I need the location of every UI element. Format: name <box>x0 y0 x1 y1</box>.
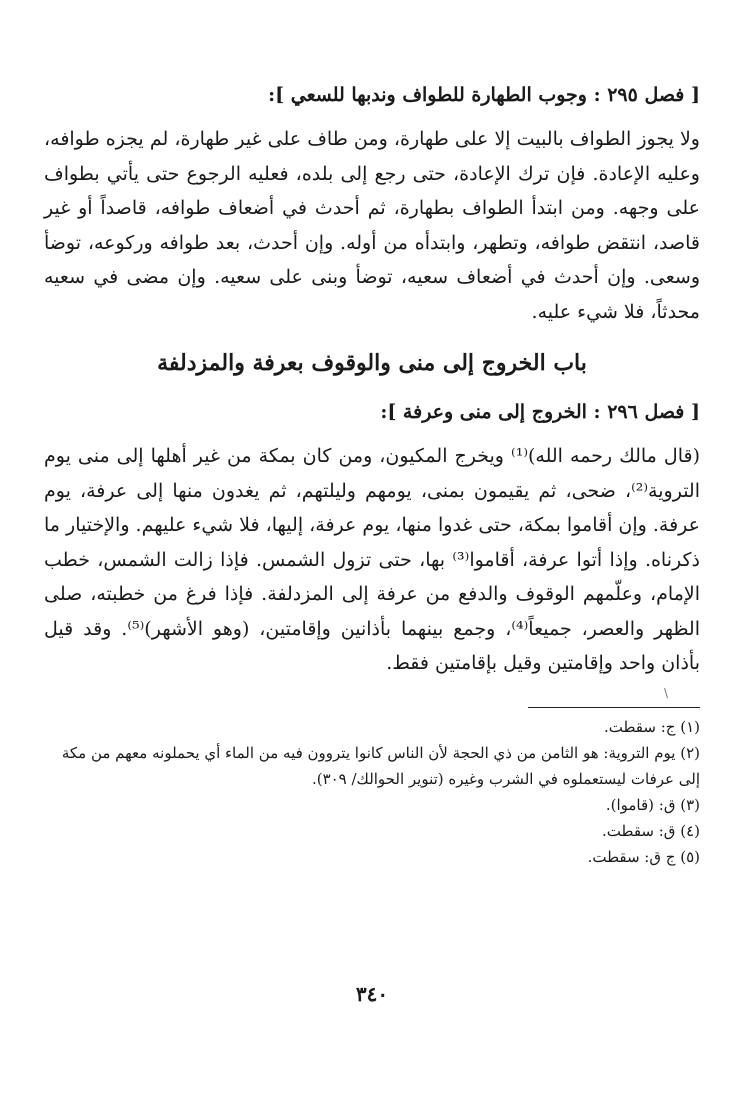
footnote-item: (١) ج: سقطت. <box>603 717 700 736</box>
section-295-paragraph: ولا يجوز الطواف بالبيت إلا على طهارة، ومن طاف على غير طهارة، لم يجزه طوافه، وعليه الإعادة. فإن ترك الإعادة، حتى رجع إلى بلده، فعليه الرجوع حتى يأتي بطواف على وجهه. ومن ابتدأ الطواف بطهارة، ثم أحدث في أضعاف طوافه، قاصداً أو غير قاصد، انتقض طوافه، وتطهر، وابتدأه من أوله. وإن أحدث، بعد طوافه وركوعه، توضأ وسعى. وإن أحدث في أضعاف سعيه، توضأ وبنى على سعيه. وإن مضى في سعيه محدثاً، فلا شيء عليه. <box>44 128 700 323</box>
section-295-heading: [ فصل ٢٩٥ : وجوب الطهارة للطواف وندبها للسعي ]: <box>268 84 700 106</box>
footnote-item: (٤) ق: سقطت. <box>602 821 700 840</box>
margin-mark: \ <box>664 686 669 700</box>
section-296-paragraph: (قال مالك رحمه الله)⁽¹⁾ ويخرج المكيون، ومن كان بمكة من غير أهلها إلى منى يوم التروية⁽²⁾، ضحى، ثم يقيمون بمنى، يومهم وليلتهم، ثم يغدون منها إلى عرفة، يوم عرفة. وإن أقاموا بمكة، حتى غدوا منها، يوم عرفة، إليها، فلا شيء عليهم. والإختيار ما ذكرناه. وإذا أتوا عرفة، أقاموا⁽³⁾ بها، حتى تزول الشمس. فإذا زالت الشمس، خطب الإمام، وعلّمهم الوقوف والدفع من عرفة إلى المزدلفة. فإذا فرغ من خطبته، صلى الظهر والعصر، جميعاً⁽⁴⁾، وجمع بينهما بأذانين وإقامتين، (وهو الأشهر)⁽⁵⁾. وقد قيل بأذان واحد وإقامتين وقيل بإقامتين فقط. <box>44 445 701 674</box>
footnote-item: (٢) يوم التروية: هو الثامن من ذي الحجة لأن الناس كانوا يتروون فيه من الماء أي يحملونه معهم من مكة إلى عرفات ليستعملوه في الشرب وغيره (تنوير الحوالك/ ٣٠٩). <box>61 743 700 788</box>
footnote-item: (٥) ج ق: سقطت. <box>587 847 700 866</box>
footnotes-list <box>44 714 700 870</box>
page-number: ٣٤٠ <box>355 982 389 1006</box>
chapter-title: باب الخروج إلى منى والوقوف بعرفة والمزدلفة <box>157 350 587 376</box>
page-body <box>44 78 700 870</box>
footnote-item: (٣) ق: (قاموا). <box>605 795 700 814</box>
section-296-heading: [ فصل ٢٩٦ : الخروج إلى منى وعرفة ]: <box>380 401 700 423</box>
footnote-divider <box>528 707 700 708</box>
